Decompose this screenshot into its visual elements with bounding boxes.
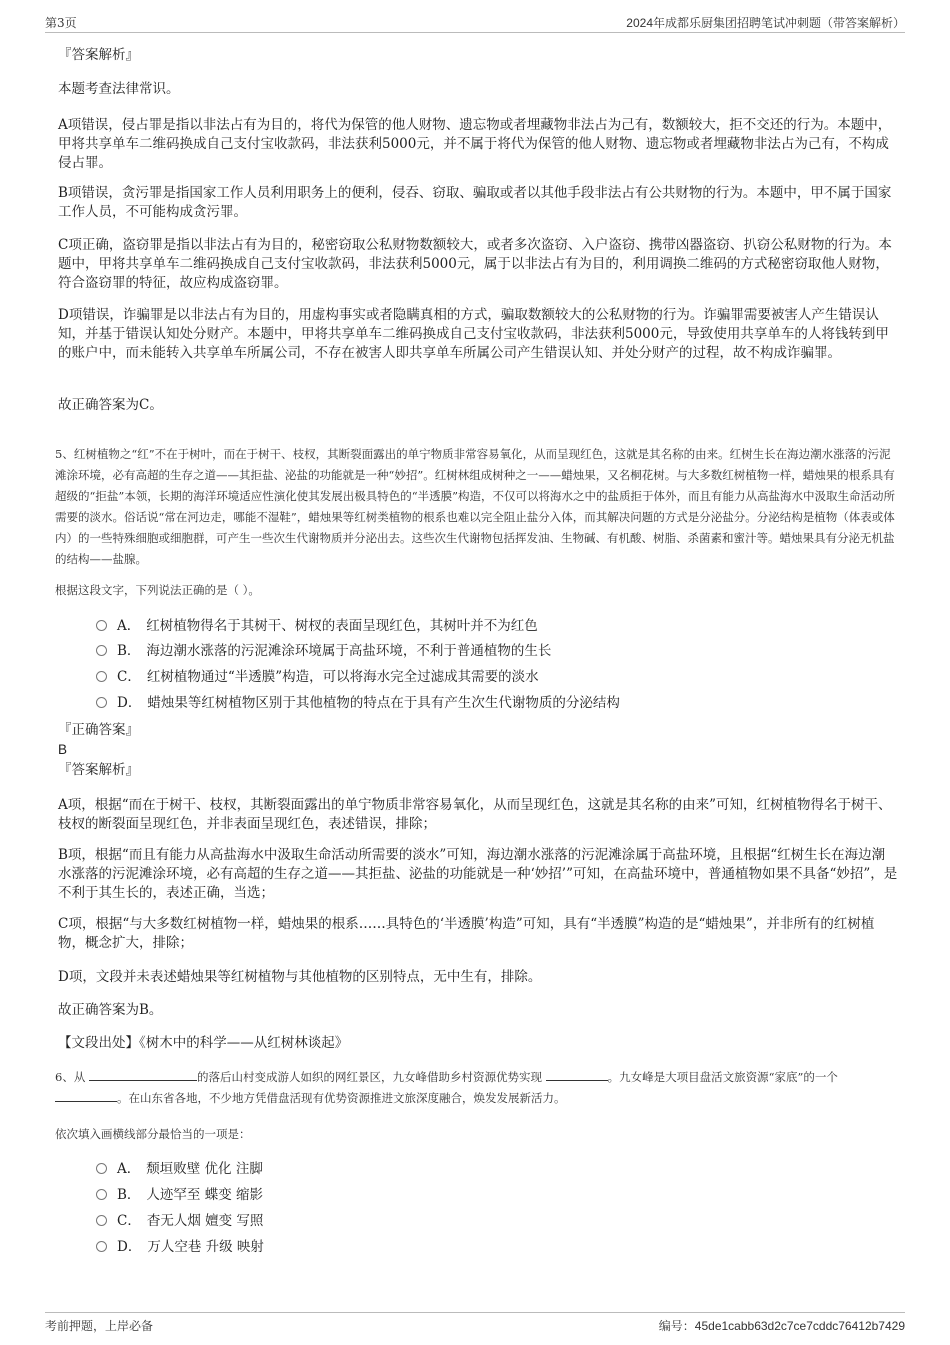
footer-slogan: 考前押题，上岸必备 xyxy=(45,1319,154,1333)
q6-blank-3[interactable] xyxy=(55,1088,117,1102)
q5-answer: B xyxy=(58,742,68,757)
q6-blank-1[interactable] xyxy=(89,1067,197,1081)
q5-analysis-d: D项，文段并未表述蜡烛果等红树植物与其他植物的区别特点，无中生有，排除。 xyxy=(58,969,542,985)
q4-analysis-d: D项错误，诈骗罪是以非法占有为目的，用虚构事实或者隐瞒真相的方式，骗取数额较大的公私财物的行为。诈骗罪需要被害人产生错误认知，并基于错误认知处分财产。本题中，甲将共享单车二维码换成自己支付宝收款码，非法获利5000元，导致使用共享单车的人将钱转到甲的账户中，而未能转入共享单车所属公司，不存在被害人即共享单车所属公司产生错误认知、并处分财产的过程，故不构成诈骗罪。 xyxy=(58,307,889,361)
q6-option-a[interactable]: A． 颓垣败壁 优化 注脚 xyxy=(96,1160,263,1178)
radio-icon[interactable] xyxy=(96,1163,107,1174)
radio-icon[interactable] xyxy=(96,620,107,631)
document-title: 2024年成都乐厨集团招聘笔试冲刺题（带答案解析） xyxy=(626,16,905,30)
q4-analysis-label: 『答案解析』 xyxy=(58,47,139,63)
q5-answer-label: 『正确答案』 xyxy=(58,722,139,738)
radio-icon[interactable] xyxy=(96,697,107,708)
q5-option-c[interactable]: C． 红树植物通过“半透膜”构造，可以将海水完全过滤成其需要的淡水 xyxy=(96,668,539,686)
q6-blank-2[interactable] xyxy=(546,1067,608,1081)
q4-analysis-c: C项正确，盗窃罪是指以非法占有为目的，秘密窃取公私财物数额较大，或者多次盗窃、入户盗窃、携带凶器盗窃、扒窃公私财物的行为。本题中，甲将共享单车二维码换成自己支付宝收款码，非法获利5000元，属于以非法占有为目的，利用调换二维码的方式秘密窃取他人财物，符合盗窃罪的特征，故应构成盗窃罪。 xyxy=(58,237,892,291)
q6-option-d[interactable]: D． 万人空巷 升级 映射 xyxy=(96,1238,264,1256)
q5-conclusion: 故正确答案为B。 xyxy=(58,1002,163,1018)
q5-question: 根据这段文字，下列说法正确的是（ ）。 xyxy=(55,583,260,597)
radio-icon[interactable] xyxy=(96,1189,107,1200)
q5-option-b[interactable]: B． 海边潮水涨落的污泥滩涂环境属于高盐环境，不利于普通植物的生长 xyxy=(96,642,551,660)
q4-analysis-a: A项错误，侵占罪是指以非法占有为目的，将代为保管的他人财物、遗忘物或者埋藏物非法占为己有，数额较大，拒不交还的行为。本题中，甲将共享单车二维码换成自己支付宝收款码，非法获利5000元，并不属于将代为保管的他人财物、遗忘物或者埋藏物非法占为己有，不构成侵占罪。 xyxy=(58,117,892,171)
q5-analysis-b: B项，根据“而且有能力从高盐海水中汲取生命活动所需要的淡水”可知，海边潮水涨落的污泥滩涂属于高盐环境，且根据“红树生长在海边潮水涨落的污泥滩涂环境，必有高超的生存之道——其拒盐、泌盐的功能就是一种‘妙招’”可知，在高盐环境中，普通植物如果不具备“妙招”，是不利于其生长的，表述正确，当选； xyxy=(58,847,898,901)
q4-analysis-b: B项错误，贪污罪是指国家工作人员利用职务上的便利，侵吞、窃取、骗取或者以其他手段非法占有公共财物的行为。本题中，甲不属于国家工作人员，不可能构成贪污罪。 xyxy=(58,185,892,220)
q5-analysis-c: C项，根据“与大多数红树植物一样，蜡烛果的根系……具特色的‘半透膜’构造”可知，具有“半透膜”构造的是“蜡烛果”，并非所有的红树植物，概念扩大，排除； xyxy=(58,916,875,951)
q4-conclusion: 故正确答案为C。 xyxy=(58,397,163,413)
q5-source: 【文段出处】《树木中的科学——从红树林谈起》 xyxy=(58,1035,349,1051)
radio-icon[interactable] xyxy=(96,671,107,682)
page-number: 第3页 xyxy=(45,16,77,30)
page-footer xyxy=(45,1312,905,1336)
radio-icon[interactable] xyxy=(96,1241,107,1252)
q5-passage: 5、红树植物之“红”不在于树叶，而在于树干、枝杈，其断裂面露出的单宁物质非常容易氧化，从而呈现红色，这就是其名称的由来。红树生长在海边潮水涨落的污泥滩涂环境，必有高超的生存之道——其拒盐、泌盐的功能就是一种“妙招”。红树林组成树种之一——蜡烛果，又名桐花树。与大多数红树植物一样，蜡烛果的根系具有超级的“拒盐”本领，长期的海洋环境适应性演化使其发展出极具特色的“半透膜”构造，不仅可以将海水之中的盐质拒于体外，而且有能力从高盐海水中汲取生命活动所需要的淡水。俗话说“常在河边走，哪能不湿鞋”，蜡烛果等红树类植物的根系也难以完全阻止盐分入体，而其解决问题的方式是分泌盐分。分泌结构是植物（体表或体内）的一些特殊细胞或细胞群，可产生一些次生代谢物质并分泌出去。这些次生代谢物包括挥发油、生物碱、有机酸、树脂、杀菌素和蜜汁等。蜡烛果具有分泌无机盐的结构——盐腺。 xyxy=(55,447,896,566)
q5-analysis-label: 『答案解析』 xyxy=(58,762,139,778)
q6-option-b[interactable]: B． 人迹罕至 蝶变 缩影 xyxy=(96,1186,263,1204)
q4-intro: 本题考查法律常识。 xyxy=(58,81,180,97)
q5-option-a[interactable]: A． 红树植物得名于其树干、树杈的表面呈现红色，其树叶并不为红色 xyxy=(96,617,538,635)
q6-question: 依次填入画横线部分最恰当的一项是： xyxy=(55,1127,251,1141)
q5-option-d[interactable]: D． 蜡烛果等红树植物区别于其他植物的特点在于具有产生次生代谢物质的分泌结构 xyxy=(96,694,620,712)
radio-icon[interactable] xyxy=(96,645,107,656)
q5-analysis-a: A项，根据“而在于树干、枝杈，其断裂面露出的单宁物质非常容易氧化，从而呈现红色，这就是其名称的由来”可知，红树植物得名于树干、枝杈的断裂面呈现红色，并非表面呈现红色，表述错误，排除； xyxy=(58,797,892,832)
q6-stem: 6、从 的落后山村变成游人如织的网红景区，九女峰借助乡村资源优势实现 。九女峰是大项目盘活文旅资源“家底”的一个 。在山东省各地，不少地方凭借盘活现有优势资源推进文旅深度融合，焕发发展新活力。 xyxy=(55,1067,900,1109)
radio-icon[interactable] xyxy=(96,1215,107,1226)
page-header xyxy=(45,14,905,33)
q6-option-c[interactable]: C． 杳无人烟 嬗变 写照 xyxy=(96,1212,263,1230)
document-code: 编号：45de1cabb63d2c7ce7cddc76412b7429 xyxy=(658,1319,905,1333)
